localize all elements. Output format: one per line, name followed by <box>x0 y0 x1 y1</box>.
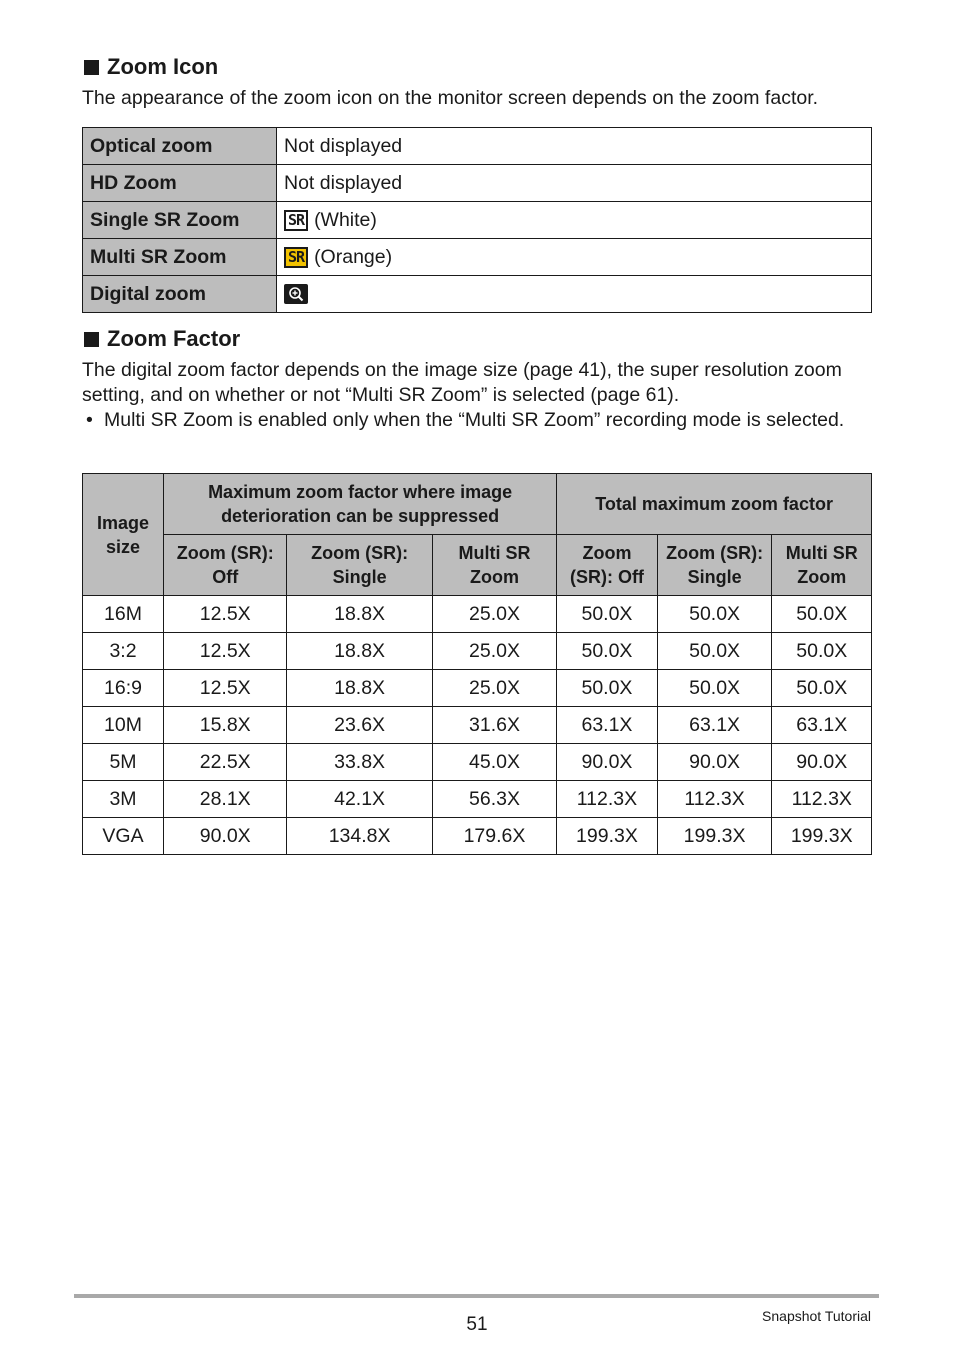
zoom-factor-cell: 25.0X <box>432 670 556 707</box>
subheader-cell: Zoom (SR): Off <box>557 535 657 596</box>
image-size-cell: 16M <box>83 596 164 633</box>
zoom-factor-cell: 28.1X <box>164 781 287 818</box>
sr-white-text: (White) <box>314 208 377 231</box>
zoom-factor-cell: 23.6X <box>287 707 432 744</box>
zoom-factor-cell: 63.1X <box>557 707 657 744</box>
zoom-factor-cell: 25.0X <box>432 596 556 633</box>
table-row <box>83 633 872 670</box>
image-size-cell: 16:9 <box>83 670 164 707</box>
header-row <box>83 474 872 535</box>
subheader-cell: Zoom (SR): Off <box>164 535 287 596</box>
bullet-note-text: Multi SR Zoom is enabled only when the “Multi SR Zoom” recording mode is selected. <box>104 409 845 431</box>
sr-orange-text: (Orange) <box>314 245 393 268</box>
row-label: Single SR Zoom <box>83 202 277 239</box>
zoom-icon-heading-text: Zoom Icon <box>107 54 219 79</box>
bullet-note <box>86 408 866 433</box>
subheader-cell: Multi SR Zoom <box>432 535 556 596</box>
subheader-row <box>83 535 872 596</box>
subheader-cell: Zoom (SR): Single <box>657 535 772 596</box>
zoom-factor-cell: 199.3X <box>657 818 772 855</box>
zoom-factor-cell: 12.5X <box>164 633 287 670</box>
zoom-factor-cell: 50.0X <box>557 596 657 633</box>
zoom-factor-cell: 112.3X <box>657 781 772 818</box>
zoom-factor-cell: 33.8X <box>287 744 432 781</box>
zoom-factor-heading <box>84 326 240 352</box>
zoom-factor-cell: 90.0X <box>557 744 657 781</box>
page-number: 51 <box>466 1314 488 1335</box>
zoom-factor-cell: 134.8X <box>287 818 432 855</box>
zoom-factor-cell: 12.5X <box>164 670 287 707</box>
table-row <box>83 707 872 744</box>
zoom-factor-cell: 15.8X <box>164 707 287 744</box>
image-size-cell: 5M <box>83 744 164 781</box>
zoom-factor-cell: 90.0X <box>772 744 872 781</box>
row-label: Optical zoom <box>83 128 277 165</box>
zoom-factor-heading-text: Zoom Factor <box>107 326 241 351</box>
table-row <box>83 276 872 313</box>
zoom-icon-heading <box>84 54 218 80</box>
zoom-factor-cell: 199.3X <box>772 818 872 855</box>
zoom-factor-cell: 50.0X <box>557 633 657 670</box>
row-label: HD Zoom <box>83 165 277 202</box>
zoom-factor-cell: 63.1X <box>772 707 872 744</box>
footer-section-label: Snapshot Tutorial <box>762 1308 871 1324</box>
row-label: Multi SR Zoom <box>83 239 277 276</box>
zoom-factor-cell: 18.8X <box>287 596 432 633</box>
zoom-factor-cell: 45.0X <box>432 744 556 781</box>
subheader-cell: Multi SR Zoom <box>772 535 872 596</box>
zoom-factor-cell: 18.8X <box>287 670 432 707</box>
subheader-cell: Zoom (SR): Single <box>287 535 432 596</box>
image-size-cell: 3M <box>83 781 164 818</box>
table-row <box>83 165 872 202</box>
zoom-factor-cell: 50.0X <box>772 596 872 633</box>
square-bullet-icon <box>84 332 99 347</box>
table-row <box>83 744 872 781</box>
zoom-factor-table <box>82 473 872 855</box>
table-row <box>83 818 872 855</box>
zoom-factor-cell: 112.3X <box>772 781 872 818</box>
footer-divider <box>74 1294 879 1298</box>
zoom-factor-cell: 50.0X <box>657 596 772 633</box>
zoom-factor-cell: 63.1X <box>657 707 772 744</box>
zoom-factor-cell: 50.0X <box>557 670 657 707</box>
zoom-factor-cell: 50.0X <box>772 670 872 707</box>
zoom-factor-cell: 90.0X <box>164 818 287 855</box>
table-row <box>83 781 872 818</box>
header-image-size: Image size <box>83 474 164 596</box>
zoom-factor-cell: 179.6X <box>432 818 556 855</box>
zoom-factor-cell: 50.0X <box>657 633 772 670</box>
table-row <box>83 239 872 276</box>
row-value: Not displayed <box>277 128 872 165</box>
zoom-factor-table-body <box>83 596 872 855</box>
table-row <box>83 202 872 239</box>
table-row <box>83 128 872 165</box>
image-size-cell: VGA <box>83 818 164 855</box>
zoom-factor-cell: 112.3X <box>557 781 657 818</box>
sr-white-icon: SR <box>284 210 308 231</box>
zoom-factor-cell: 90.0X <box>657 744 772 781</box>
sr-orange-icon: SR <box>284 247 308 268</box>
zoom-factor-cell: 42.1X <box>287 781 432 818</box>
zoom-factor-cell: 25.0X <box>432 633 556 670</box>
row-value <box>277 239 872 276</box>
zoom-factor-cell: 12.5X <box>164 596 287 633</box>
header-group-total: Total maximum zoom factor <box>557 474 872 535</box>
zoom-icon-description: The appearance of the zoom icon on the monitor screen depends on the zoom factor. <box>82 87 819 109</box>
zoom-factor-description: The digital zoom factor depends on the image size (page 41), the super resolution zoom setting, and on whether or not “Multi SR Zoom” is selected (page 61). <box>82 359 842 406</box>
table-row <box>83 670 872 707</box>
header-group-suppressed: Maximum zoom factor where image deterioration can be suppressed <box>164 474 557 535</box>
row-value <box>277 202 872 239</box>
zoom-factor-cell: 50.0X <box>772 633 872 670</box>
zoom-factor-cell: 18.8X <box>287 633 432 670</box>
table-row <box>83 596 872 633</box>
zoom-factor-cell: 199.3X <box>557 818 657 855</box>
row-label: Digital zoom <box>83 276 277 313</box>
zoom-factor-cell: 50.0X <box>657 670 772 707</box>
image-size-cell: 10M <box>83 707 164 744</box>
row-value: Not displayed <box>277 165 872 202</box>
zoom-icon-table <box>82 127 872 313</box>
zoom-factor-cell: 22.5X <box>164 744 287 781</box>
square-bullet-icon <box>84 60 99 75</box>
bullet-dot-icon: • <box>86 409 93 431</box>
magnifier-plus-icon <box>284 284 308 304</box>
zoom-factor-cell: 56.3X <box>432 781 556 818</box>
zoom-factor-cell: 31.6X <box>432 707 556 744</box>
image-size-cell: 3:2 <box>83 633 164 670</box>
row-value <box>277 276 872 313</box>
